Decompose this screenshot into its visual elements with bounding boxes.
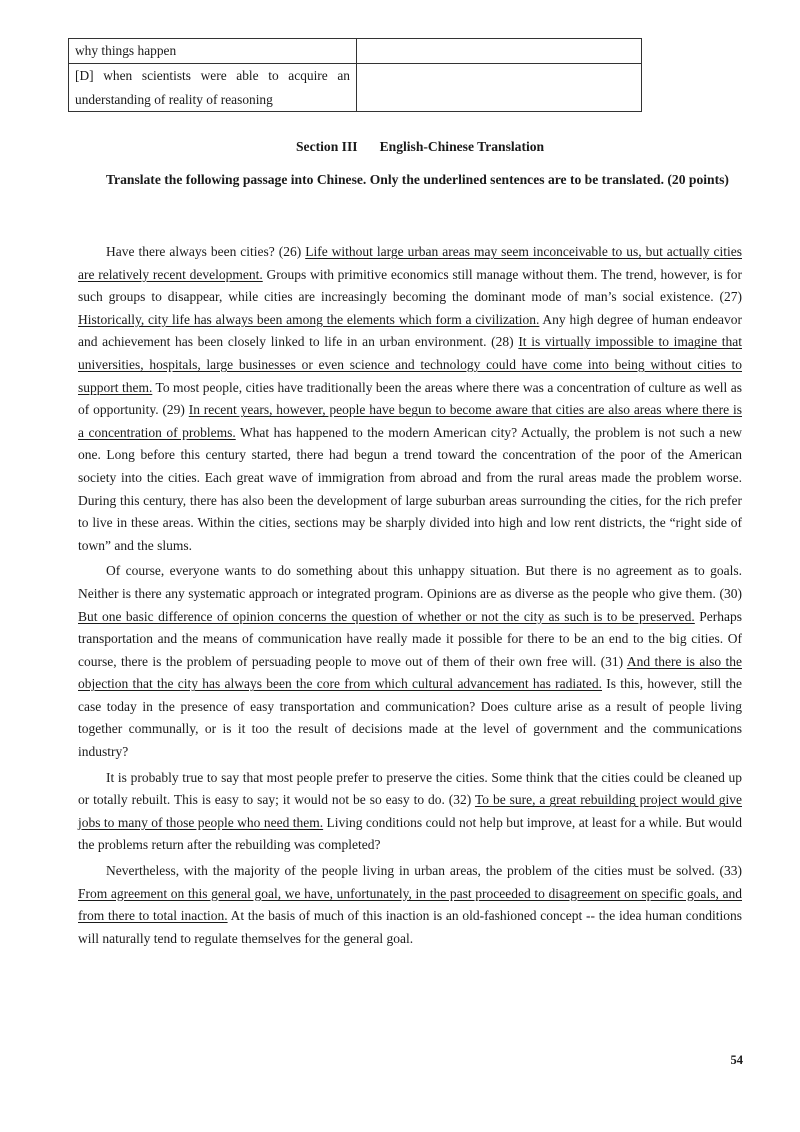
passage-text: To most people, cities have traditionally been the areas where there was a concentration of culture as well as of opportunity. (29) — [78, 379, 742, 418]
section-number: Section III — [296, 139, 358, 154]
passage-text: Is this, however, still the case today in the presence of easy transportation and communication? Does culture arise as a result of people living together communally, or is it too the result of decisions made at the level of government and the communications industry? — [78, 676, 742, 760]
passage-text: Living conditions could not help but improve, at least for a while. But would the problems return after the rebuilding was completed? — [78, 814, 742, 853]
passage-text: Groups with primitive economics still manage without them. The trend, however, is for such groups to disappear, while cities are increasingly becoming the dominant mode of man’s social existence. (27) — [78, 266, 742, 305]
page-number: 54 — [730, 1053, 743, 1067]
table-cell-answer-blank — [357, 39, 642, 64]
translation-instruction: Translate the following passage into Chinese. Only the underlined sentences are to be translated. (20 points) — [106, 172, 729, 187]
passage-text: What has happened to the modern American city? Actually, the problem is not such a new one. Long before this century started, there had begun a trend toward the concentration of the poor of the American society into the cities. Each great wave of immigration from abroad and from the rural areas made the problem worse. During this century, there has also been the development of large suburban areas surrounding the cities, for the rich prefer to live in these areas. Within the cities, sections may be sharply divided into high and low rent districts, the “right side of town” and the slums. — [78, 424, 742, 553]
passage-text: Of course, everyone wants to do something about this unhappy situation. But there is no agreement as to goals. Neither is there any systematic approach or integrated program. Opinions are as diverse as the people who give them. (30) — [78, 563, 742, 601]
option-d-line-2: understanding of reality of reasoning — [75, 91, 273, 107]
section-title: English-Chinese Translation — [379, 139, 545, 154]
paragraph-1 — [78, 241, 742, 557]
underlined-sentence-32: To be sure, a great rebuilding project would give jobs to many of those people who need them. — [78, 792, 742, 830]
passage-text: Any high degree of human endeavor and achievement has been closely linked to life in an urban environment. (28) — [78, 311, 743, 350]
passage-text: At the basis of much of this inaction is an old-fashioned concept -- the idea human conditions will naturally tend to regulate themselves for the general goal. — [78, 908, 743, 946]
passage-text: Have there always been cities? (26) — [106, 244, 306, 259]
table-row — [69, 39, 642, 64]
table-cell-option-text — [69, 64, 357, 112]
paragraph-3 — [78, 767, 742, 857]
section-heading — [296, 139, 544, 155]
underlined-sentence-27: Historically, city life has always been among the elements which form a civilization. — [78, 311, 540, 327]
underlined-sentence-29: In recent years, however, people have begun to become aware that cities are also areas where there is a concentration of problems. — [78, 402, 742, 440]
underlined-sentence-30: But one basic difference of opinion concerns the question of whether or not the city as such is to be preserved. — [78, 608, 695, 624]
paragraph-4 — [78, 860, 742, 950]
paragraph-2 — [78, 560, 742, 763]
passage-text: Perhaps transportation and the means of communication have really made it possible for there to be an end to the big cities. Of course, there is the problem of persuading people to move out of them of their own free will. (31) — [78, 608, 742, 669]
underlined-sentence-33: From agreement on this general goal, we have, unfortunately, in the past proceeded to disagreement on specific goals, and from there to total inaction. — [78, 885, 742, 924]
option-text-line: why things happen — [75, 43, 177, 58]
underlined-sentence-31: And there is also the objection that the city has always been the core from which cultural advancement has radiated. — [78, 653, 742, 692]
table-cell-option-text — [69, 39, 357, 64]
underlined-sentence-26: Life without large urban areas may seem inconceivable to us, but actually cities are relatively recent development. — [78, 244, 742, 282]
option-d-line-1: [D] when scientists were able to acquire an — [75, 68, 350, 83]
passage-text: It is probably true to say that most people prefer to preserve the cities. Some think that the cities could be cleaned up or totally rebuilt. This is easy to say; it would not be so easy to do. (32) — [78, 769, 742, 808]
passage-text: Nevertheless, with the majority of the people living in urban areas, the problem of the cities must be solved. (33) — [106, 863, 742, 879]
underlined-sentence-28: It is virtually impossible to imagine that universities, hospitals, large businesses or even science and technology could have come into being without cities to support them. — [78, 334, 742, 395]
table-row — [69, 64, 642, 112]
table-cell-answer-blank — [357, 64, 642, 112]
answer-options-table — [68, 38, 642, 112]
passage — [78, 241, 742, 953]
